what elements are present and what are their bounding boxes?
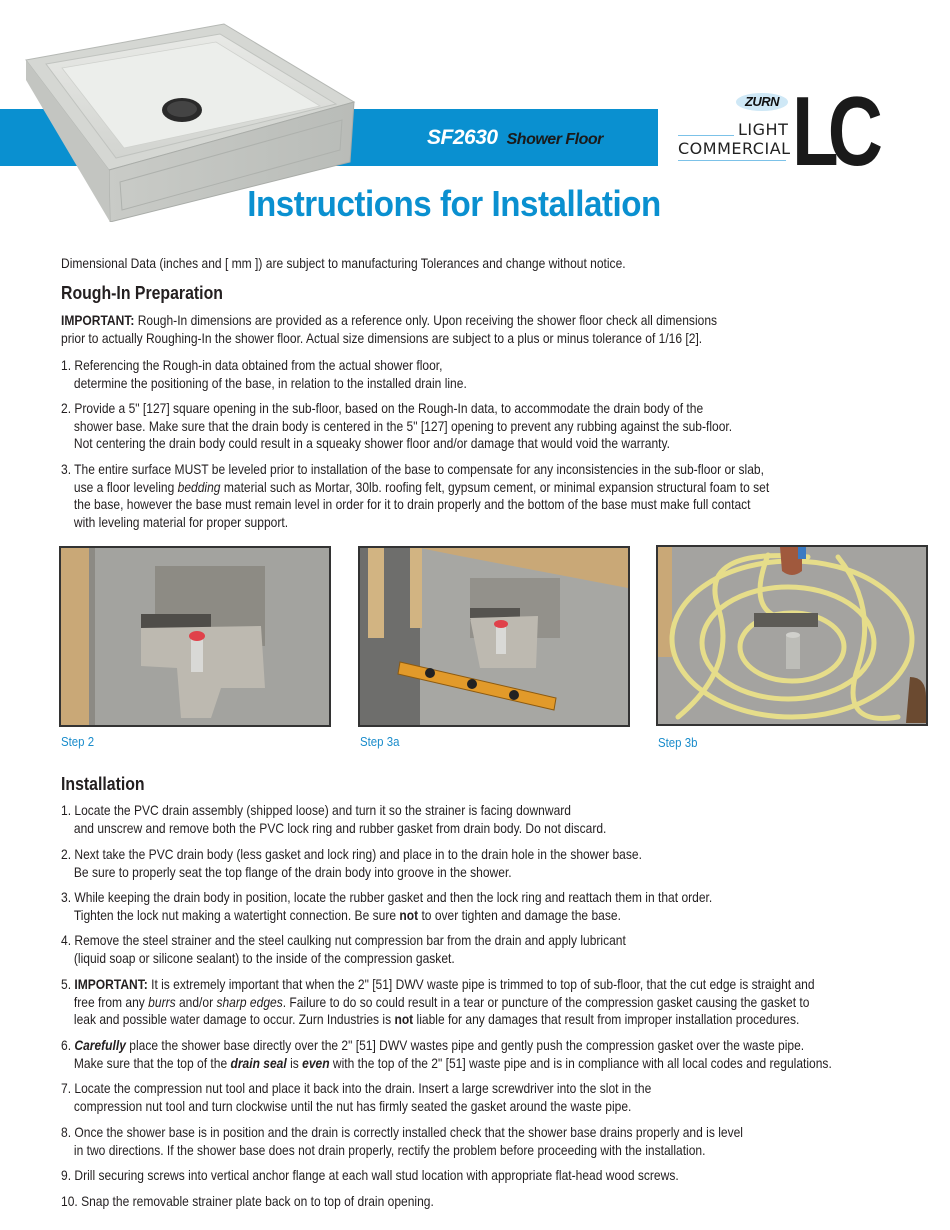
step-3b-photo xyxy=(656,545,928,726)
step-2-caption: Step 2 xyxy=(61,734,95,749)
rough-in-step-3: 3. The entire surface MUST be leveled prior to installation of the base to compensate for any inconsistencies in the sub-floor or slab, use a floor leveling bedding material such as Mortar, 30lb. roofing felt, gypsum cement, or minimal expansion structural foam to set the base, however the base must remain level in order for it to drain properly and the bottom of the base must make full contact with leveling material for proper support. xyxy=(61,461,770,530)
installation-step-2: 2. Next take the PVC drain body (less gasket and lock ring) and place in to the drain hole in the shower base. Be sure to properly seat the top flange of the drain body into groove in the shower. xyxy=(61,846,642,880)
logo-divider xyxy=(678,135,734,136)
rough-in-heading: Rough-In Preparation xyxy=(61,283,223,303)
installation-step-3: 3. While keeping the drain body in position, locate the rubber gasket and then the lock ring and reattach them in that order. Tighten the lock nut making a watertight connection. Be sure not to over tighten and damage the base. xyxy=(61,889,713,923)
step-2-photo xyxy=(59,546,331,727)
installation-step-10: 10. Snap the removable strainer plate back on to top of drain opening. xyxy=(61,1193,434,1209)
lc-monogram: LC xyxy=(792,76,873,186)
installation-heading: Installation xyxy=(61,774,145,794)
installation-step-5: 5. IMPORTANT: It is extremely important that when the 2" [51] DWV waste pipe is trimmed to top of sub-floor, that the cut edge is straight and free from any burrs and/or sharp edges. Failure to do so could result in a tear or puncture of the compression gasket causing the gasket to leak and possible water damage to occur. Zurn Industries is not liable for any damages that result from improper installation procedures. xyxy=(61,976,815,1027)
logo-divider xyxy=(678,160,786,161)
zurn-light-commercial-logo xyxy=(676,76,876,188)
step-3a-caption: Step 3a xyxy=(360,734,400,749)
zurn-logo: ZURN xyxy=(736,93,788,111)
rough-in-step-1: 1. Referencing the Rough-in data obtained from the actual shower floor, determine the positioning of the base, in relation to the installed drain line. xyxy=(61,357,467,391)
dimensional-notice: Dimensional Data (inches and [ mm ]) are subject to manufacturing Tolerances and change without notice. xyxy=(61,255,626,271)
installation-step-8: 8. Once the shower base is in position and the drain is correctly installed check that the shower base drains properly and is level in two directions. If the shower base does not drain properly, rectify the problem before proceeding with the installation. xyxy=(61,1124,743,1158)
product-name: Shower Floor xyxy=(506,131,603,148)
logo-commercial-text: COMMERCIAL xyxy=(678,139,791,158)
installation-step-6: 6. Carefully place the shower base directly over the 2" [51] DWV wastes pipe and gently push the compression gasket over the waste pipe. Make sure that the top of the drain seal is even with the top of the 2" [51] waste pipe and is in compliance with all local codes and regulations. xyxy=(61,1037,832,1071)
logo-light-text: LIGHT xyxy=(738,120,789,139)
installation-step-7: 7. Locate the compression nut tool and place it back into the drain. Insert a large screwdriver into the slot in the compression nut tool and turn clockwise until the nut has firmly seated the gasket around the waste pipe. xyxy=(61,1080,652,1114)
model-number: SF2630 xyxy=(427,126,498,149)
installation-step-9: 9. Drill securing screws into vertical anchor flange at each wall stud location with appropriate flat-head wood screws. xyxy=(61,1167,679,1183)
page-title: Instructions for Installation xyxy=(247,183,661,224)
installation-step-4: 4. Remove the steel strainer and the steel caulking nut compression bar from the drain and apply lubricant (liquid soap or silicone sealant) to the inside of the compression gasket. xyxy=(61,932,626,966)
rough-in-step-2: 2. Provide a 5" [127] square opening in the sub-floor, based on the Rough-In data, to accommodate the drain body of the shower base. Make sure that the drain body is centered in the 5" [127] opening to prevent any rubbing against the sub-floor. Not centering the drain body could result in a squeaky shower floor and/or damage that would void the warranty. xyxy=(61,400,733,451)
important-note: IMPORTANT: Rough-In dimensions are provided as a reference only. Upon receiving the shower floor check all dimensions prior to actually Roughing-In the shower floor. Actual size dimensions are subject to a plus or minus tolerance of 1/16 [2]. xyxy=(61,312,718,346)
installation-step-1: 1. Locate the PVC drain assembly (shipped loose) and turn it so the strainer is facing downward and unscrew and remove both the PVC lock ring and rubber gasket from drain body. Do not discard. xyxy=(61,802,607,836)
step-3a-photo xyxy=(358,546,630,727)
product-model-title xyxy=(427,126,603,150)
step-3b-caption: Step 3b xyxy=(658,735,698,750)
